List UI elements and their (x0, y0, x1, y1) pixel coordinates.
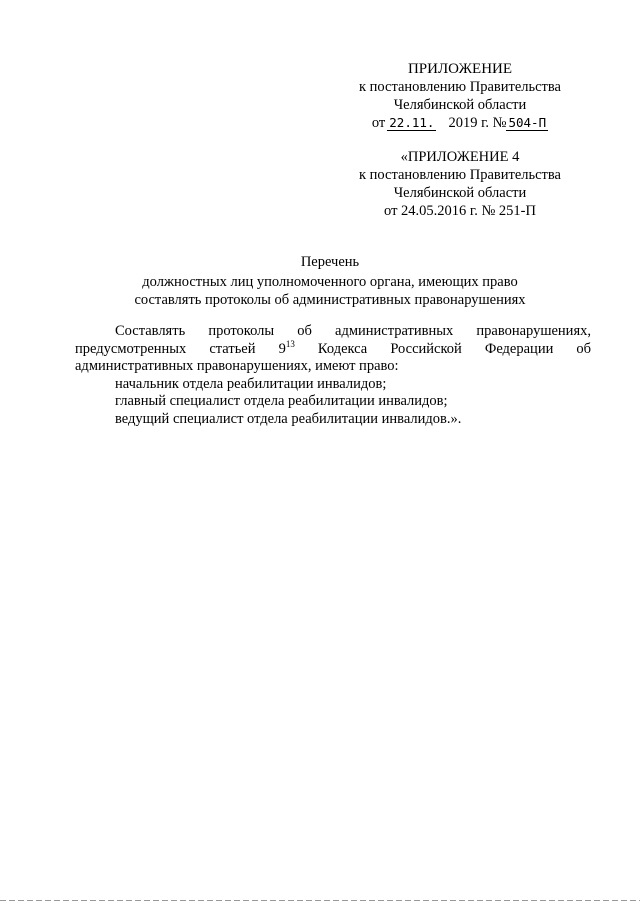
appendix-header (330, 60, 590, 132)
article-base: 9 (278, 340, 286, 357)
word: Кодекса (317, 340, 368, 357)
word: об (576, 340, 592, 357)
word: административных (335, 323, 454, 339)
word: предусмотренных (75, 340, 187, 357)
prior-appendix-line-date: от 24.05.2016 г. № 251-П (384, 203, 536, 219)
word: Составлять (115, 323, 186, 339)
prior-appendix-line-resolution: к постановлению Правительства (359, 167, 561, 183)
list-heading (100, 253, 560, 309)
scan-edge-line (0, 900, 640, 901)
word: правонарушениях, (476, 323, 591, 339)
appendix-date-year: 2019 г. № (448, 115, 507, 131)
list-item: ведущий специалист отдела реабилитации инвалидов.». (115, 410, 462, 427)
heading-subtitle-line1: должностных лиц уполномоченного органа, имеющих право (142, 274, 518, 290)
appendix-title: ПРИЛОЖЕНИЕ (407, 61, 513, 77)
handwritten-date: 22.11. (389, 115, 435, 130)
word: об (297, 323, 312, 339)
appendix-date-prefix: от (371, 115, 386, 131)
body-paragraph (75, 323, 591, 428)
handwritten-number: 504-П (508, 115, 547, 130)
prior-appendix-line-region: Челябинской области (393, 185, 527, 201)
article-superscript: 13 (285, 338, 295, 349)
prior-appendix-header (330, 148, 590, 220)
appendix-line-region: Челябинской области (393, 97, 527, 113)
appendix-date-line (330, 114, 590, 132)
word: статьей (209, 340, 256, 357)
paragraph-line-2 (75, 338, 592, 359)
article-number (278, 338, 295, 357)
list-item: начальник отдела реабилитации инвалидов; (115, 375, 387, 392)
heading-title: Перечень (300, 254, 360, 270)
prior-appendix-title: «ПРИЛОЖЕНИЕ 4 (400, 149, 520, 165)
word: протоколы (208, 323, 275, 339)
word: Федерации (484, 340, 554, 357)
heading-subtitle-line2: составлять протоколы об административных правонарушениях (134, 292, 526, 308)
paragraph-line-3: административных правонарушениях, имеют право: (75, 358, 399, 374)
word: Российской (390, 340, 462, 357)
list-item: главный специалист отдела реабилитации инвалидов; (115, 393, 448, 409)
appendix-line-resolution: к постановлению Правительства (359, 79, 561, 95)
paragraph-line-1 (75, 323, 591, 341)
